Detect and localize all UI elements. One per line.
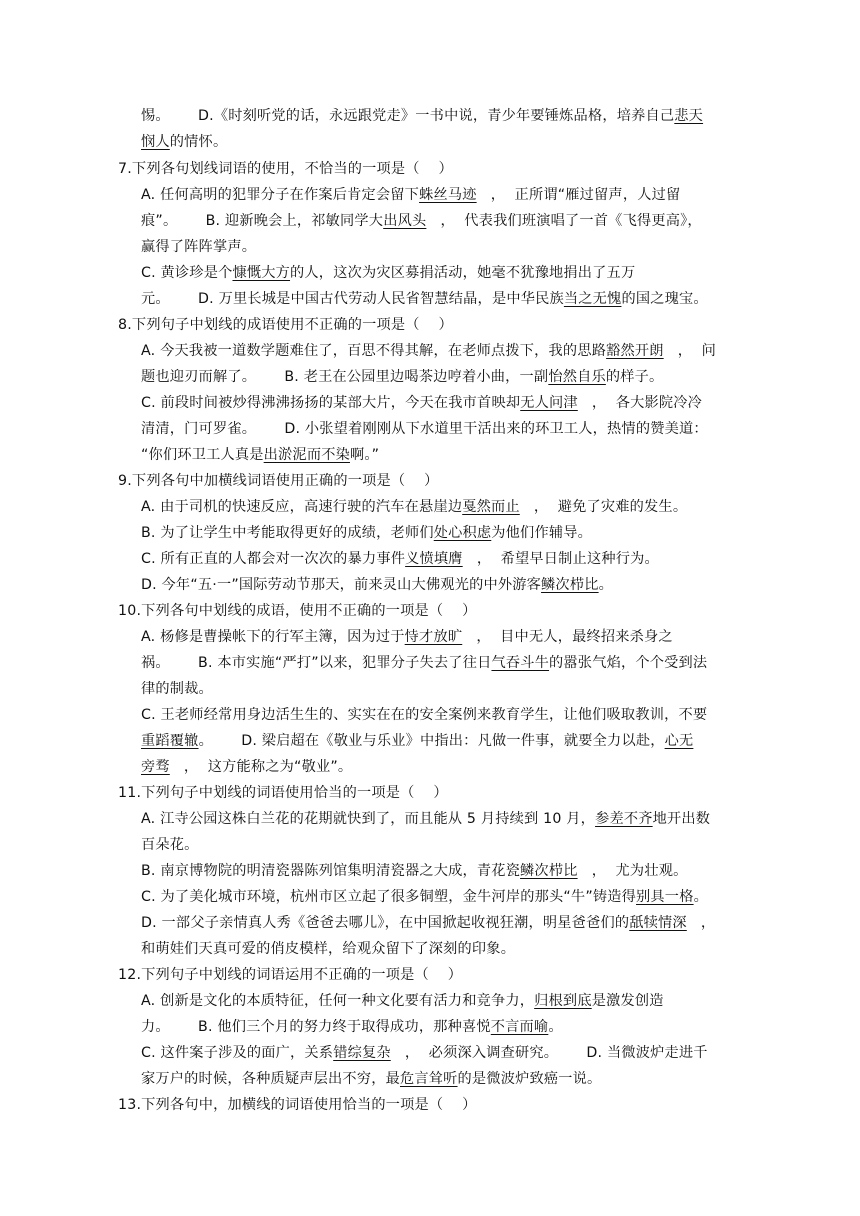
underlined-idiom: 悲天 [674, 108, 704, 124]
text-segment: A. 创新是文化的本质特征，任何一种文化要有活力和竞争力， [141, 993, 535, 1009]
text-line [141, 549, 659, 569]
text-segment: 7.下列各句划线词语的使用，不恰当的一项是（ ） [118, 161, 453, 177]
text-segment: ， 希望早日制止这种行为。 [462, 551, 659, 567]
text-segment: ， 这方能称之为“敬业”。 [169, 759, 353, 775]
text-segment: ， 各大影院冷冷 [577, 395, 703, 411]
text-segment: ， 避免了灾难的发生。 [519, 499, 688, 515]
text-segment: 为他们作辅导。 [491, 525, 592, 541]
text-segment: 力。 B. 他们三个月的努力终于取得成功，那种喜悦 [141, 1019, 491, 1035]
text-line [141, 653, 707, 673]
text-line [141, 523, 592, 543]
underlined-idiom: 当之无愧 [563, 291, 622, 307]
underlined-idiom: 错综复杂 [333, 1045, 391, 1061]
text-line [118, 783, 448, 803]
text-line [141, 445, 379, 465]
text-segment: ， 代表我们班演唱了一首《飞得更高》， [426, 213, 702, 229]
underlined-idiom: 处心积虑 [433, 525, 492, 541]
text-line [141, 835, 199, 855]
text-segment: 。 [548, 1019, 563, 1035]
underlined-idiom: 参差不齐 [595, 811, 653, 827]
text-segment: A. 由于司机的快速反应，高速行驶的汽车在悬崖边 [141, 499, 463, 515]
text-line [141, 939, 515, 959]
text-segment: B. 南京博物院的明清瓷器陈列馆集明清瓷器之大成，青花瓷 [141, 863, 521, 879]
text-line [141, 211, 702, 231]
text-segment: 家万户的时候，各种质疑声层出不穷，最 [141, 1071, 400, 1087]
text-segment: ， 目中无人，最终招来杀身之 [462, 629, 673, 645]
text-segment: ， 问 [663, 343, 716, 359]
underlined-idiom: 出淤泥而不染 [263, 447, 350, 463]
text-line [118, 471, 439, 491]
underlined-idiom: 心无 [664, 733, 694, 749]
underlined-idiom: 悯人 [141, 134, 170, 150]
text-line [141, 1069, 601, 1089]
text-segment: A. 今天我被一道数学题难住了，百思不得其解，在老师点拨下，我的思路 [141, 343, 607, 359]
text-segment: 的国之瑰宝。 [621, 291, 708, 307]
underlined-idiom: 豁然开朗 [606, 343, 664, 359]
text-line [141, 1017, 563, 1037]
text-segment: A. 任何高明的犯罪分子在作案后肯定会留下 [141, 187, 420, 203]
text-line [141, 627, 673, 647]
text-segment: 10.下列各句中划线的成语，使用不正确的一项是（ ） [118, 603, 477, 619]
underlined-idiom: 戛然而止 [462, 499, 520, 515]
text-line [141, 419, 708, 439]
text-segment: A. 江寺公园这株白兰花的花期就快到了，而且能从 5 月持续到 10 月， [141, 811, 596, 827]
text-segment: 清清，门可罗雀。 D. 小张望着刚刚从下水道里干活出来的环卫工人，热情的赞美道： [141, 421, 708, 437]
text-segment: C. 黄诊珍是个 [141, 265, 233, 281]
underlined-idiom: 无人问津 [520, 395, 578, 411]
text-segment: 13.下列各句中，加横线的词语使用恰当的一项是（ ） [118, 1097, 477, 1113]
text-line [141, 887, 708, 907]
text-segment: C. 前段时间被炒得沸沸扬扬的某部大片，今天在我市首映却 [141, 395, 521, 411]
text-line [141, 731, 693, 751]
text-segment: 啊。” [349, 447, 380, 463]
underlined-idiom: 危言耸听 [399, 1071, 458, 1087]
text-segment: B. 为了让学生中考能取得更好的成绩，老师们 [141, 525, 434, 541]
text-segment: D. 一部父子亲情真人秀《爸爸去哪儿》，在中国掀起收视狂潮，明星爸爸们的 [141, 915, 630, 931]
text-segment: C. 所有正直的人都会对一次次的暴力事件 [141, 551, 406, 567]
underlined-idiom: 不言而喻 [490, 1019, 549, 1035]
text-segment: ， 尤为壮观。 [577, 863, 688, 879]
underlined-idiom: 义愤填膺 [405, 551, 463, 567]
text-line [141, 341, 716, 361]
underlined-idiom: 鳞次栉比 [541, 577, 599, 593]
underlined-idiom: 恃才放旷 [404, 629, 463, 645]
text-segment: 的样子。 [605, 369, 664, 385]
text-segment: D. 今年“五·一”国际劳动节那天，前来灵山大佛观光的中外游客 [141, 577, 542, 593]
underlined-idiom: 舐犊情深 [629, 915, 687, 931]
underlined-idiom: 慷慨大方 [232, 265, 291, 281]
text-segment: 9.下列各句中加横线词语使用正确的一项是（ ） [118, 473, 439, 489]
text-segment: C. 为了美化城市环境，杭州市区立起了很多铜塑，金牛河岸的那头“牛”铸造得 [141, 889, 637, 905]
text-segment: 百朵花。 [141, 837, 199, 853]
text-segment: 。 D. 梁启超在《敬业与乐业》中指出：凡做一件事，就要全力以赴， [198, 733, 665, 749]
text-segment: 的嚣张气焰，个个受到法 [549, 655, 708, 671]
text-line [141, 1043, 708, 1063]
text-segment: 题也迎刃而解了。 B. 老王在公园里边喝茶边哼着小曲，一副 [141, 369, 549, 385]
text-segment: C. 这件案子涉及的面广，关系 [141, 1045, 334, 1061]
text-segment: ， [686, 915, 716, 931]
text-segment: 痕”。 B. 迎新晚会上，祁敏同学大 [141, 213, 384, 229]
text-segment: 。 [598, 577, 613, 593]
text-segment: 元。 D. 万里长城是中国古代劳动人民省智慧结晶，是中华民族 [141, 291, 564, 307]
text-segment: 和萌娃们天真可爱的俏皮模样，给观众留下了深刻的印象。 [141, 941, 516, 957]
text-line [141, 185, 680, 205]
text-segment: C. 王老师经常用身边活生生的、实实在在的安全案例来教育学生，让他们吸取教训，不要 [141, 707, 708, 723]
text-line [141, 861, 687, 881]
text-line [141, 913, 715, 933]
text-line [141, 237, 256, 257]
text-segment: ， 正所谓“雁过留声，人过留 [476, 187, 681, 203]
underlined-idiom: 鳞次栉比 [520, 863, 578, 879]
underlined-idiom: 归根到底 [534, 993, 592, 1009]
text-segment: A. 杨修是曹操帐下的行军主簿，因为过于 [141, 629, 405, 645]
text-line [141, 106, 703, 126]
text-line [118, 159, 453, 179]
text-segment: 的情怀。 [169, 134, 228, 150]
text-segment: 12.下列句子中划线的词语运用不正确的一项是（ ） [118, 967, 463, 983]
text-segment: 赢得了阵阵掌声。 [141, 239, 257, 255]
underlined-idiom: 气吞斗牛 [491, 655, 550, 671]
text-line [141, 497, 687, 517]
text-segment: “你们环卫工人真是 [141, 447, 264, 463]
text-segment: 的是微波炉致癌一说。 [457, 1071, 602, 1087]
text-segment: 地开出数 [652, 811, 711, 827]
underlined-idiom: 出风头 [383, 213, 427, 229]
text-segment: 祸。 B. 本市实施“严打”以来，犯罪分子失去了往日 [141, 655, 492, 671]
text-line [141, 263, 635, 283]
text-line [118, 315, 453, 335]
text-line [141, 132, 227, 152]
text-segment: 11.下列句子中划线的词语使用恰当的一项是（ ） [118, 785, 448, 801]
text-line [141, 757, 352, 777]
text-segment: 惕。 D.《时刻听党的话，永远跟党走》一书中说，青少年要锤炼品格，培养自己 [141, 108, 675, 124]
text-line [141, 289, 708, 309]
underlined-idiom: 旁骛 [141, 759, 170, 775]
text-segment: 的人，这次为灾区募捐活动，她毫不犹豫地捐出了五万 [290, 265, 636, 281]
text-line [118, 601, 477, 621]
text-line [141, 705, 707, 725]
underlined-idiom: 怡然自乐 [548, 369, 606, 385]
text-segment: ， 必须深入调查研究。 D. 当微波炉走进千 [390, 1045, 708, 1061]
text-segment: 律的制裁。 [141, 681, 213, 697]
text-line [118, 1095, 477, 1115]
text-line [141, 575, 613, 595]
text-line [118, 965, 462, 985]
text-segment: 。 [693, 889, 708, 905]
text-line [141, 679, 213, 699]
text-line [141, 367, 663, 387]
text-segment: 是激发创造 [591, 993, 664, 1009]
text-segment: 8.下列句子中划线的成语使用不正确的一项是（ ） [118, 317, 453, 333]
text-line [141, 809, 710, 829]
text-line [141, 991, 664, 1011]
underlined-idiom: 蛛丝马迹 [419, 187, 477, 203]
text-line [141, 393, 702, 413]
underlined-idiom: 别具一格 [636, 889, 694, 905]
underlined-idiom: 重蹈覆辙 [141, 733, 199, 749]
